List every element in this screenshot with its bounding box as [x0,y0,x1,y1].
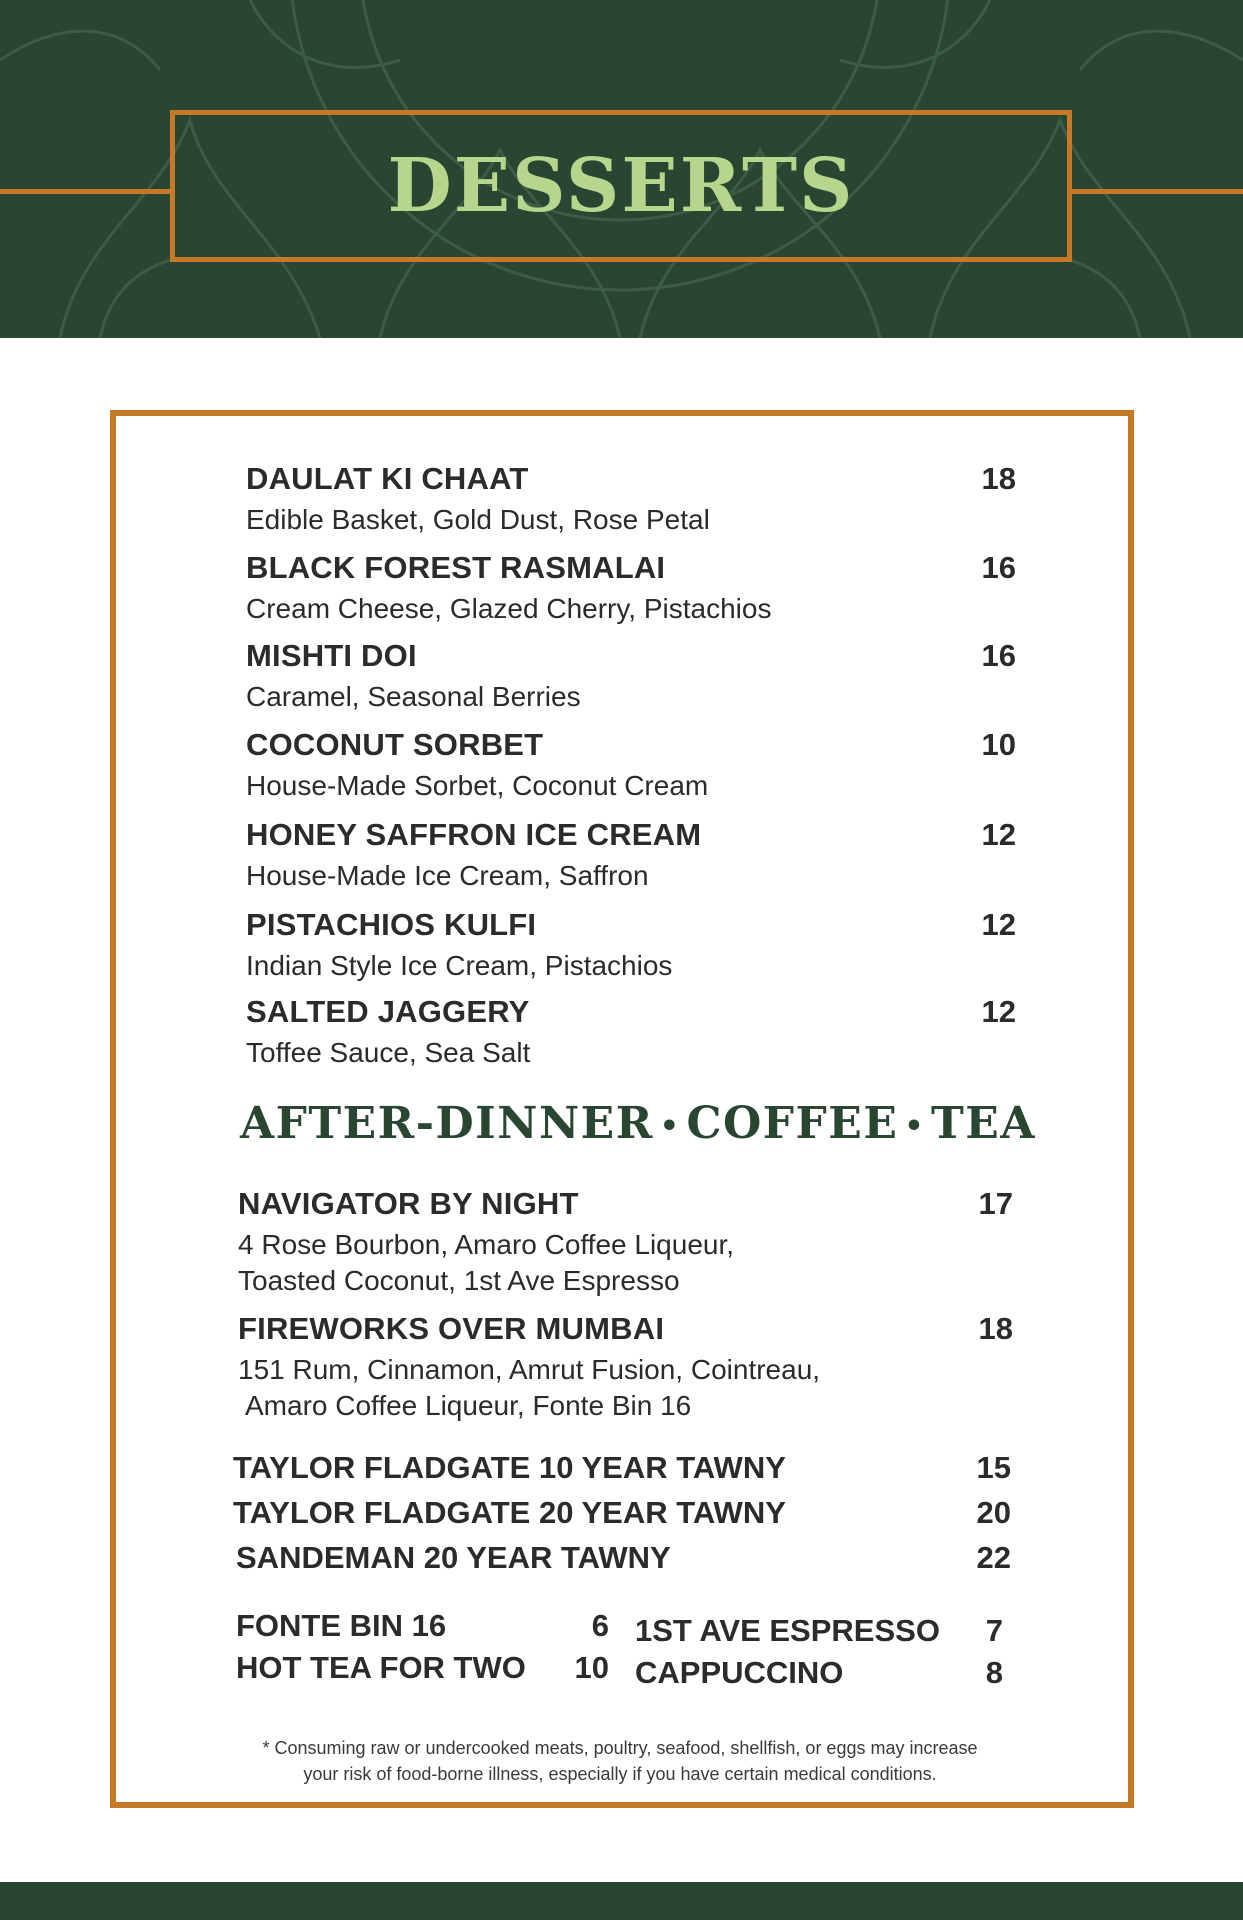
section-title-part: TEA [931,1098,1036,1149]
footer-band [0,1882,1243,1920]
section-separator: • [904,1109,926,1144]
health-notice-line: * Consuming raw or undercooked meats, poultry, seafood, shellfish, or eggs may increase [262,1738,978,1758]
item-price: 20 [976,1495,1011,1530]
item-description: Edible Basket, Gold Dust, Rose Petal [246,504,710,535]
item-price: 6 [591,1608,609,1643]
item-description: Caramel, Seasonal Berries [246,681,581,712]
page-title: DESSERTS [387,143,855,229]
item-name: TAYLOR FLADGATE 20 YEAR TAWNY [233,1495,786,1530]
item-price: 17 [978,1186,1013,1221]
menu-item [246,461,1016,537]
section-title-part: COFFEE [686,1098,899,1149]
item-name: NAVIGATOR BY NIGHT [238,1186,579,1221]
item-description: Amaro Coffee Liqueur, Fonte Bin 16 [245,1390,692,1421]
item-name: DAULAT KI CHAAT [246,461,529,496]
item-description: House-Made Sorbet, Coconut Cream [246,770,709,801]
menu-item [246,817,1016,893]
item-price: 10 [574,1650,609,1685]
item-price: 22 [976,1540,1011,1575]
item-price: 16 [981,638,1016,673]
item-name: HONEY SAFFRON ICE CREAM [246,817,702,852]
item-name: FONTE BIN 16 [236,1608,447,1643]
menu-row [233,1495,1011,1535]
menu-row [236,1608,609,1648]
item-name: HOT TEA FOR TWO [236,1650,526,1685]
menu-row [635,1613,1003,1653]
menu-item [246,907,1016,983]
item-name: SANDEMAN 20 YEAR TAWNY [236,1540,671,1575]
menu-row [635,1655,1003,1695]
menu-item [246,638,1016,714]
item-price: 10 [981,727,1016,762]
health-notice-line: your risk of food-borne illness, especially if you have certain medical conditions. [303,1764,937,1784]
item-price: 18 [981,461,1016,496]
item-name: BLACK FOREST RASMALAI [246,550,666,585]
item-price: 18 [978,1311,1013,1346]
menu-item [246,727,1016,803]
section-separator: • [659,1109,681,1144]
menu-row [236,1650,609,1690]
item-description: 4 Rose Bourbon, Amaro Coffee Liqueur, [238,1229,735,1260]
item-name: COCONUT SORBET [246,727,544,762]
menu-item [246,994,1016,1070]
item-price: 12 [981,817,1016,852]
item-name: MISHTI DOI [246,638,417,673]
section-title [240,1098,1036,1149]
item-name: PISTACHIOS KULFI [246,907,537,942]
item-name: FIREWORKS OVER MUMBAI [238,1311,665,1346]
item-name: TAYLOR FLADGATE 10 YEAR TAWNY [233,1450,786,1485]
item-price: 7 [985,1613,1003,1648]
item-price: 15 [976,1450,1011,1485]
header-banner [0,0,1243,338]
title-frame [170,110,1072,262]
item-description: Toasted Coconut, 1st Ave Espresso [238,1265,680,1296]
menu-row [236,1540,1011,1580]
item-description: House-Made Ice Cream, Saffron [246,860,649,891]
menu-item [238,1186,1013,1298]
item-description: Toffee Sauce, Sea Salt [246,1037,531,1068]
item-price: 8 [985,1655,1003,1690]
title-rule-right [1070,189,1243,194]
item-price: 12 [981,994,1016,1029]
section-title-part: AFTER-DINNER [240,1098,654,1149]
item-price: 12 [981,907,1016,942]
menu-item [238,1311,1013,1423]
menu-item [246,550,1016,626]
menu-row [233,1450,1011,1490]
item-description: 151 Rum, Cinnamon, Amrut Fusion, Cointreau, [238,1354,821,1385]
item-name: 1ST AVE ESPRESSO [635,1613,940,1648]
item-name: SALTED JAGGERY [246,994,530,1029]
title-rule-left [0,189,172,194]
health-notice [220,1735,1020,1787]
item-price: 16 [981,550,1016,585]
item-description: Cream Cheese, Glazed Cherry, Pistachios [246,593,772,624]
item-name: CAPPUCCINO [635,1655,844,1690]
item-description: Indian Style Ice Cream, Pistachios [246,950,673,981]
